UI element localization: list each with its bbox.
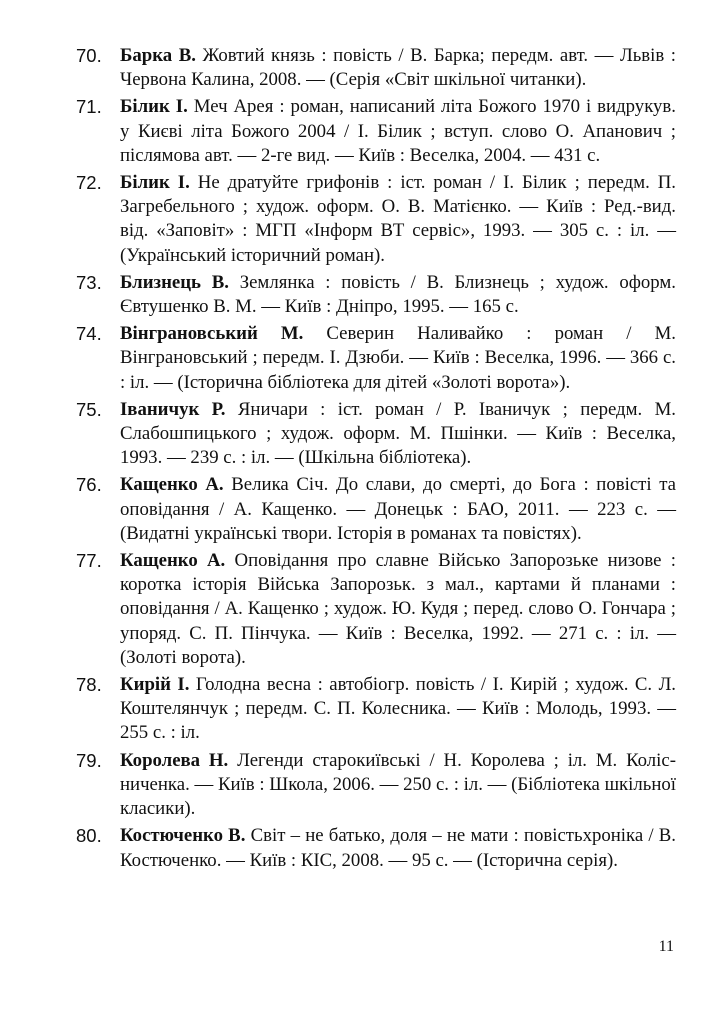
entry-description: Яничари : іст. роман / Р. Іваничук ; передм. М. Слабошпицького ; худож. оформ. М. Пшінки. — Київ : Веселка, 1993. — 239 с. : іл. — (Шкільна бібліотека). <box>120 398 676 469</box>
entry-author: Іваничук Р. <box>120 398 226 420</box>
entry-description: Світ – не батько, доля – не мати : повістьхроніка / В. Костюченко. — Київ : КІС, 2008. — 95 с. — (Історична серія). <box>120 825 677 871</box>
entry-text <box>120 749 676 822</box>
entry-text <box>120 398 676 471</box>
bibliography-entry <box>76 749 676 822</box>
entry-author: Кирій І. <box>120 674 190 696</box>
bibliography-entry <box>76 271 676 319</box>
entry-description: Жовтий князь : повість / В. Барка; передм. авт. — Львів : Червона Калина, 2008. — (Серія «Світ шкільної читанки). <box>120 45 676 91</box>
entry-number: 72. <box>76 172 102 194</box>
page-number: 11 <box>658 938 674 955</box>
entry-author: Королева Н. <box>120 749 229 771</box>
entry-description: Северин Наливайко : роман / М. Вінграновський ; передм. І. Дзюби. — Київ : Веселка, 1996. — 366 с. : іл. — (Історична бібліотека для дітей «Золоті ворота»). <box>120 323 676 393</box>
entry-text <box>120 171 676 268</box>
bibliography-entry <box>76 549 676 670</box>
entry-number: 73. <box>76 271 102 293</box>
entry-number: 78. <box>76 674 102 696</box>
entry-number: 80. <box>76 825 102 847</box>
entry-author: Вінграновський М. <box>120 323 304 345</box>
entry-description: Не дратуйте грифонів : іст. роман / І. Білик ; передм. П. Загребельного ; худож. оформ. О. В. Матієнко. — Київ : Ред.-вид. від. «Заповіт» : МГП «Інформ ВТ сервіс», 1993. — 305 с. : іл. — (Український історичний роман). <box>120 172 677 266</box>
entry-author: Близнець В. <box>120 271 229 293</box>
entry-text <box>120 549 676 670</box>
bibliography-entry <box>76 398 676 471</box>
entry-text <box>120 824 676 872</box>
entry-number: 70. <box>76 45 102 66</box>
entry-author: Білик І. <box>120 96 188 118</box>
bibliography-entry <box>76 95 676 168</box>
entry-author: Кащенко А. <box>120 550 226 572</box>
entry-text <box>120 44 676 92</box>
entry-text <box>120 95 676 168</box>
bibliography-entry <box>76 44 676 92</box>
bibliography-entry <box>76 824 676 872</box>
entry-number: 77. <box>76 550 102 572</box>
entry-description: Землянка : повість / В. Близнець ; худож. оформ. Євтушенко В. М. — Київ : Дніпро, 1995. — 165 с. <box>120 271 676 318</box>
bibliography-list <box>76 44 676 876</box>
entry-author: Білик І. <box>120 172 190 194</box>
entry-description: Оповідання про славне Військо Запорозьке низове : коротка історія Війська Запорозьк. з мал., картами й планами : оповідання / А. Кащенко ; худож. Ю. Кудя ; перед. слово О. Гончара ; упоряд. С. П. Пінчука. — Київ : Веселка, 1992. — 271 с. : іл. — (Золоті ворота). <box>120 550 676 668</box>
entry-description: Меч Арея : роман, написаний літа Божого 1970 і видрукув. у Києві літа Божого 2004 / І. Білик ; вступ. слово О. Апанович ; післямова авт. — 2-ге вид. — Київ : Веселка, 2004. — 431 с. <box>120 96 677 166</box>
entry-text <box>120 473 676 546</box>
entry-author: Барка В. <box>120 45 196 66</box>
entry-description: Велика Січ. До слави, до смерті, до Бога : повісті та оповідання / А. Кащенко. — Донецьк : БАО, 2011. — 223 с. — (Видатні українські твори. Історія в романах та повістях). <box>120 474 677 544</box>
entry-author: Кащенко А. <box>120 474 224 496</box>
entry-text <box>120 673 676 746</box>
entry-description: Голодна весна : автобіогр. повість / І. Кирій ; худож. С. Л. Коштелянчук ; передм. С. П. Колесника. — Київ : Молодь, 1993. — 255 с. : іл. <box>120 674 677 744</box>
entry-text <box>120 271 676 319</box>
entry-description: Легенди старокиївські / Н. Королева ; іл. М. Коліс-ниченка. — Київ : Школа, 2006. — 250 с. : іл. — (Бібліотека шкільної класики). <box>120 749 676 820</box>
entry-text <box>120 322 676 395</box>
bibliography-entry <box>76 673 676 746</box>
entry-author: Костюченко В. <box>120 825 246 847</box>
entry-number: 75. <box>76 398 102 420</box>
entry-number: 71. <box>76 96 102 118</box>
entry-number: 79. <box>76 749 102 771</box>
entry-number: 74. <box>76 323 102 345</box>
bibliography-entry <box>76 473 676 546</box>
bibliography-entry <box>76 171 676 268</box>
bibliography-entry <box>76 322 676 395</box>
entry-number: 76. <box>76 474 102 496</box>
